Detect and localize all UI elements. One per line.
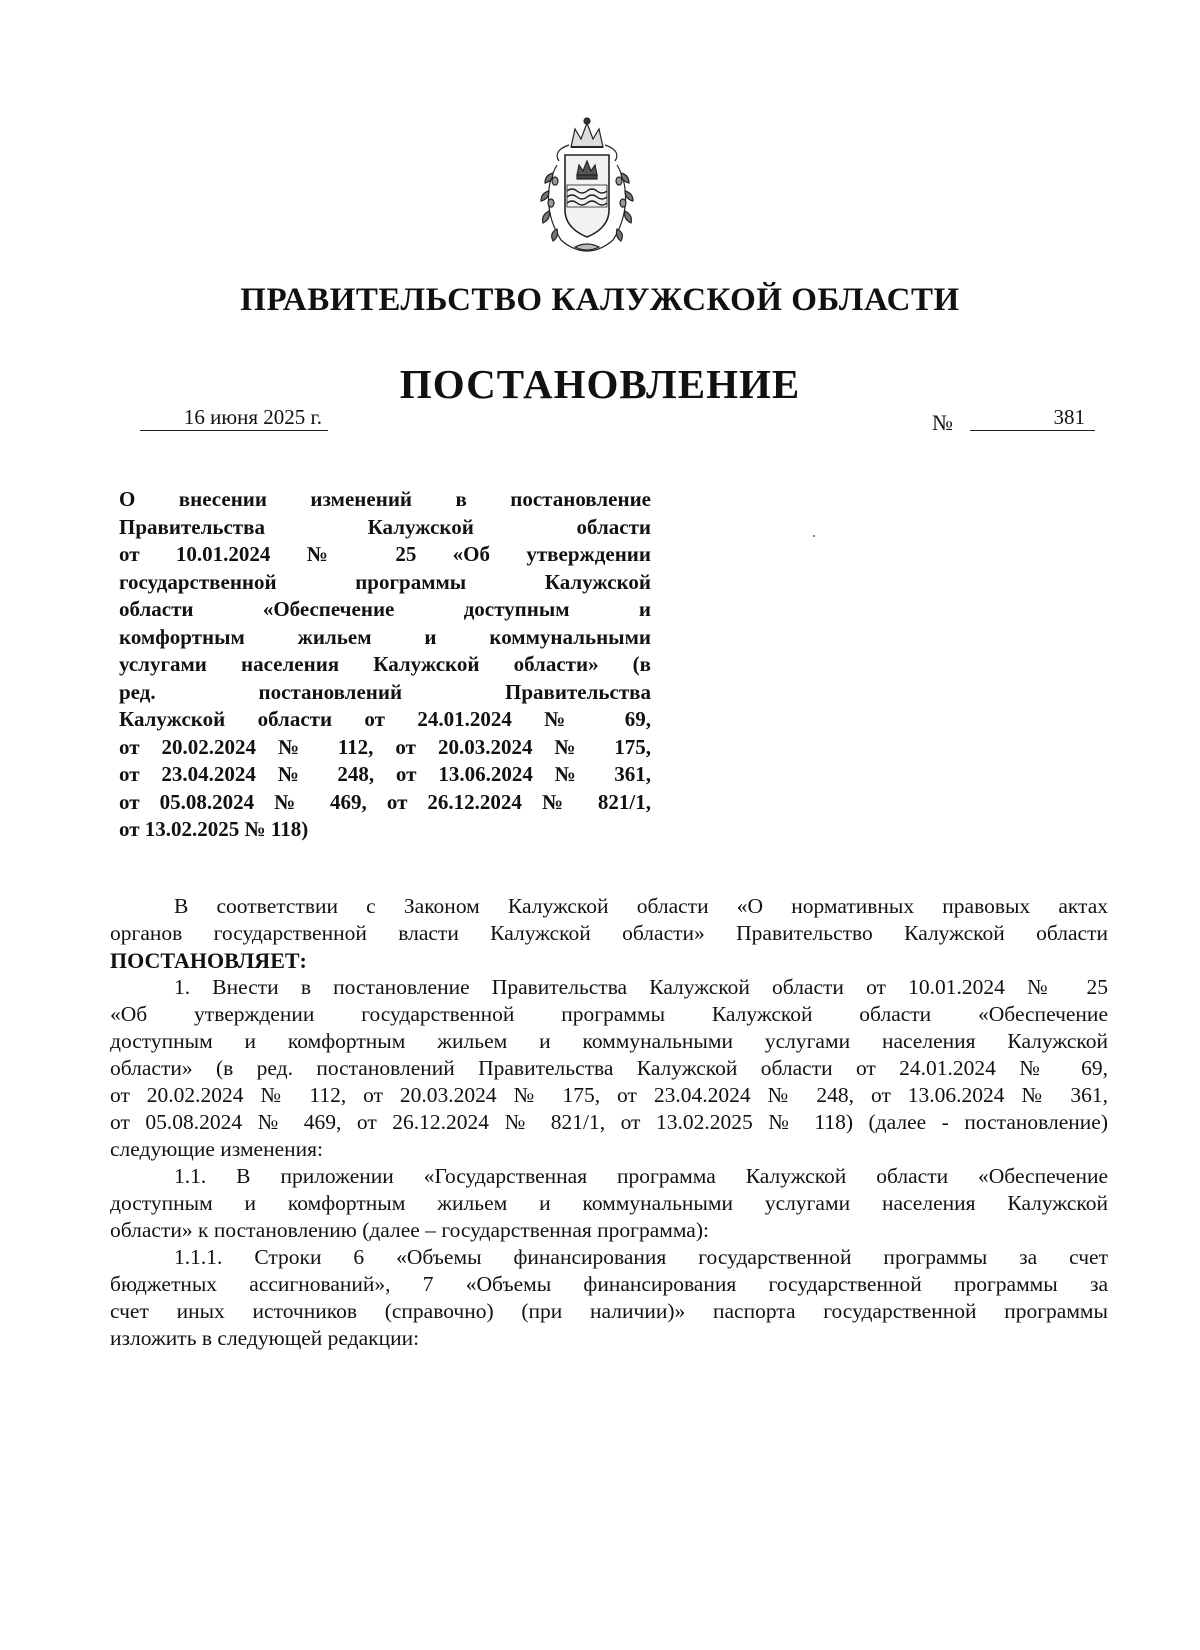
- body-line: доступным и комфортным жильем и коммунальными услугами населения Калужской: [110, 1029, 1108, 1053]
- body-line: области» к постановлению (далее – государственная программа):: [110, 1218, 709, 1242]
- body-line: счет иных источников (справочно) (при наличии)» паспорта государственной программы: [110, 1299, 1108, 1323]
- organization-title: ПРАВИТЕЛЬСТВО КАЛУЖСКОЙ ОБЛАСТИ: [240, 282, 960, 318]
- document-date: 16 июня 2025 г.: [140, 404, 328, 431]
- body-line: органов государственной власти Калужской области» Правительство Калужской области: [110, 921, 1108, 945]
- subject-line: от 23.04.2024 № 248, от 13.06.2024 № 361,: [119, 762, 651, 786]
- body-line: от 05.08.2024 № 469, от 26.12.2024 № 821/1, от 13.02.2025 № 118) (далее - постановление): [110, 1110, 1108, 1134]
- body-line: 1. Внести в постановление Правительства Калужской области от 10.01.2024 № 25: [174, 975, 1108, 999]
- body-line: В соответствии с Законом Калужской области «О нормативных правовых актах: [174, 894, 1108, 918]
- body-resolves-keyword: ПОСТАНОВЛЯЕТ:: [110, 948, 307, 973]
- subject-line: ред. постановлений Правительства: [119, 679, 651, 704]
- subject-line: комфортным жильем и коммунальными: [119, 624, 651, 649]
- subject-line: услугами населения Калужской области» (в: [119, 652, 651, 676]
- subject-line: от 13.02.2025 № 118): [119, 817, 309, 841]
- subject-line: Правительства Калужской области: [119, 514, 651, 539]
- document-number: 381: [970, 404, 1095, 431]
- subject-line: государственной программы Калужской: [119, 569, 651, 594]
- document-body: [110, 893, 1108, 1352]
- document-subject: [119, 486, 651, 844]
- subject-line: О внесении изменений в постановление: [119, 487, 651, 511]
- subject-line: от 05.08.2024 № 469, от 26.12.2024 № 821/1,: [119, 789, 651, 814]
- body-line: изложить в следующей редакции:: [110, 1326, 420, 1350]
- body-line: следующие изменения:: [110, 1137, 324, 1161]
- body-line: бюджетных ассигнований», 7 «Объемы финансирования государственной программы за: [110, 1272, 1108, 1296]
- document-number-label: №: [932, 410, 953, 435]
- subject-line: области «Обеспечение доступным и: [119, 597, 651, 621]
- scan-speck: [813, 535, 815, 537]
- document-type-heading: ПОСТАНОВЛЕНИЕ: [399, 361, 801, 407]
- body-line: «Об утверждении государственной программы Калужской области «Обеспечение: [110, 1002, 1108, 1026]
- body-line: 1.1.1. Строки 6 «Объемы финансирования государственной программы за счет: [174, 1245, 1108, 1269]
- subject-line: от 10.01.2024 № 25 «Об утверждении: [119, 542, 651, 566]
- subject-line: от 20.02.2024 № 112, от 20.03.2024 № 175,: [119, 734, 651, 759]
- body-line: доступным и комфортным жильем и коммунальными услугами населения Калужской: [110, 1191, 1108, 1215]
- body-line: 1.1. В приложении «Государственная программа Калужской области «Обеспечение: [174, 1164, 1108, 1188]
- coat-of-arms-emblem: [527, 115, 647, 255]
- body-line: области» (в ред. постановлений Правительства Калужской области от 24.01.2024 № 69,: [110, 1056, 1108, 1080]
- subject-line: Калужской области от 24.01.2024 № 69,: [119, 707, 651, 731]
- body-line: от 20.02.2024 № 112, от 20.03.2024 № 175, от 23.04.2024 № 248, от 13.06.2024 № 361,: [110, 1083, 1108, 1107]
